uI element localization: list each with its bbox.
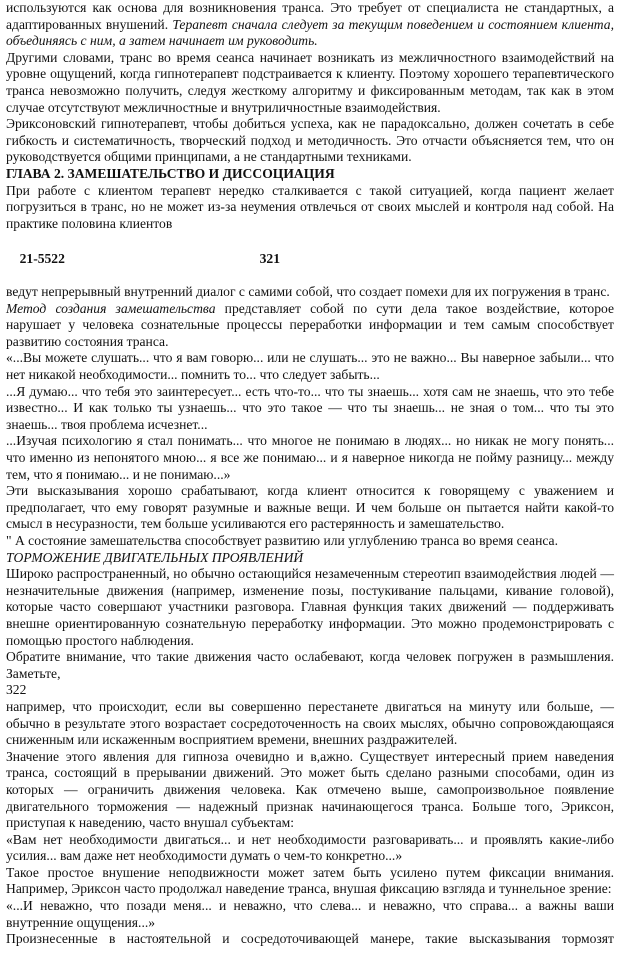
paragraph-stop-moving: например, что происходит, если вы совершенно перестанете двигаться на минуту или больше, — обычно в результате этого возрастает сосредоточенность на своих мыслях, обычно сопровождающаяся сниженным или искаженным восприятием времени, внешних раздражителей. [6,698,614,748]
paragraph-client-trance: При работе с клиентом терапевт нередко сталкивается с такой ситуацией, когда пациент желает погрузиться в транс, но не может из-за неумения отвлечься от своих мыслей и контроля над собой. На практике половина клиентов [6,182,614,231]
paragraph-fixation: Такое простое внушение неподвижности может затем быть усилено путем фиксации внимания. Например, Эриксон часто продолжал наведение транса, внушая фиксацию взгляда и туннельное зрение: [6,864,614,897]
paragraph-hypnosis-meaning: Значение этого явления для гипноза очевидно и в,ажно. Существует интересный прием наведения транса, состоящий в прерывании движений. Это может быть сделано разными способами, один из которых — ограничить движения человека. Как отмечено выше, самопроизвольное появление двигательного торможения — надежный признак начинающегося транса. Больше того, Эриксон, приступая к наведению, часто внушал субъектам: [6,748,614,831]
paragraph-final: Произнесенные в настоятельной и сосредоточивающей манере, такие высказывания тормозят [6,931,614,947]
marker-left: 21-5522 [19,250,65,266]
confusion-method-text: представляет собой по сути дела такое воздействие, которое нарушает у человека сознательные процессы переработки информации и тем самым способствует развитию состояния транса. [6,300,614,349]
chapter-heading: ГЛАВА 2. ЗАМЕШАТЕЛЬСТВО И ДИССОЦИАЦИЯ [6,165,335,181]
section-subheading: ТОРМОЖЕНИЕ ДВИГАТЕЛЬНЫХ ПРОЯВЛЕНИЙ [6,549,304,565]
paragraph-movements: Широко распространенный, но обычно остающийся незамеченным стереотип взаимодействия людей — незначительные движения (например, изменение позы, постукивание пальцами, кивание головой), которые часто совершают участники разговора. Главная функция таких движений — поддерживать внешне ориентированную сознательную переработку информации. Это можно продемонстрировать с помощью простого наблюдения. [6,566,614,648]
intro-italic-text: Терапевт сначала следует за текущим поведением и состоянием клиента, объединяясь с ним, а затем начинает им руководить. [6,16,614,49]
quote-psychology: ...Изучая психологию я стал понимать... что многое не понимаю в людях... но никак не могу понять... что именно из непонятого мною... я все же понимаю... и я наверное никогда не пойму разницу... между тем, что я понимаю... и не понимаю...» [6,433,614,482]
quote-no-need: «Вам нет необходимости двигаться... и нет необходимости разговаривать... и проявлять какие-либо усилия... вам даже нет необходимости думать о чем-то конкретно...» [6,831,614,864]
quote-behind-me: «...И неважно, что позади меня... и неважно, что слева... и неважно, что справа... а важны ваши внутренние ощущения...» [6,898,614,930]
paragraph-intro [6,0,614,50]
paragraph-confusion-method [6,301,614,351]
paragraph-erickson-therapist: Эриксоновский гипнотерапевт, чтобы добиться успеха, как не парадоксально, должен сочетать в себе гибкость и систематичность, творческий подход и методичность. Это отчасти объясняется тем, что он руководствуется общими принципами, а не стандартными техниками. [6,116,614,165]
intro-text: используются как основа для возникновения транса. Это требует от специалиста не стандартных, а адаптированных внушений. [6,0,614,32]
paragraph-attention: Обратите внимание, что такие движения часто ослабевают, когда человек погружен в размышления. Заметьте, [6,649,614,681]
marker-right: 321 [259,250,280,266]
paragraph-trance-interaction: Другими словами, транс во время сеанса начинает возникать из межличностного взаимодействий на уровне ощущений, когда гипнотерапевт подстраивается к клиенту. Поэтому хорошего терапевтического транса невозможно получить, следуя жесткому алгоритму и фиксированным методам, так как в этом случае отсутствуют межличностные и внутриличностные взаимодействия. [6,49,614,115]
quote-know: ...Я думаю... что тебя это заинтересует... есть что-то... что ты знаешь... хотя сам не знаешь, что это тебе известно... И как только ты узнаешь... что это такое — что ты знаешь... не зная о том... что ты это знаешь... твоя проблема исчезнет... [6,383,614,432]
paragraph-confusion-state: " А состояние замешательства способствует развитию или углублению транса во время сеанса. [6,533,558,548]
paragraph-statements-work: Эти высказывания хорошо срабатывают, когда клиент относится к говорящему с уважением и предполагает, что ему говорят разумные и важные вещи. И чем больше он пытается найти какой-то смысл в несуразности, тем больше усиливаются его растерянность и замешательство. [6,483,614,532]
page-number: 322 [6,682,27,698]
confusion-method-term: Метод создания замешательства [6,300,216,316]
page-marker [6,234,614,284]
quote-listen: «...Вы можете слушать... что я вам говорю... или не слушать... это не важно... Вы наверное забыли... что нет никакой необходимости... помнить то... что следует забыть... [6,350,614,383]
paragraph-inner-dialogue: ведут непрерывный внутренний диалог с самими собой, что создает помехи для их погружения в транс. [6,284,610,300]
